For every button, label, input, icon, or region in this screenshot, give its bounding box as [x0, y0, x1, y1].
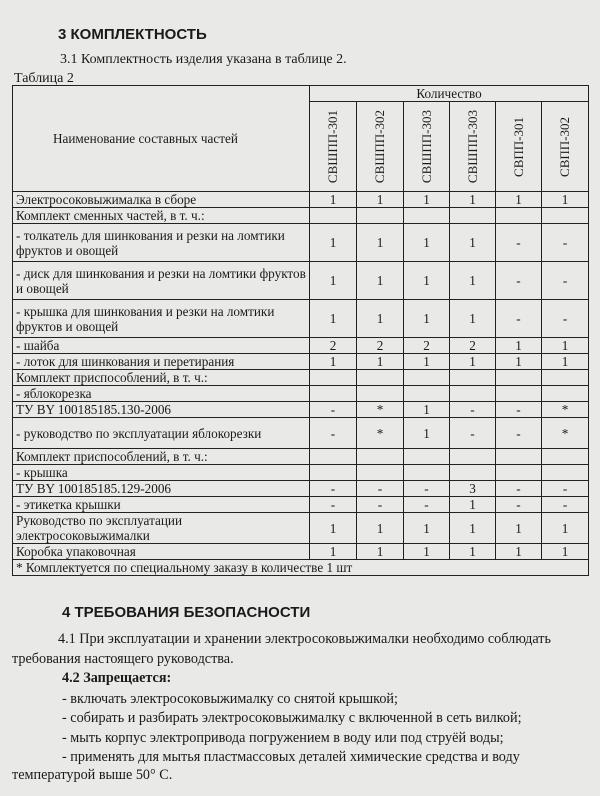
model-header-cell: [496, 102, 542, 192]
qty-cell: 1: [404, 300, 450, 338]
qty-cell: -: [542, 300, 589, 338]
qty-cell: 1: [404, 262, 450, 300]
qty-cell: [542, 370, 589, 386]
part-name-cell: - шайба: [13, 338, 310, 354]
qty-cell: 1: [404, 418, 450, 449]
qty-cell: -: [496, 224, 542, 262]
part-name-cell: Комплект приспособлений, в т. ч.:: [13, 449, 310, 465]
table-row: [13, 544, 589, 560]
table-row: [13, 418, 589, 449]
part-name-cell: - диск для шинкования и резки на ломтики фруктов и овощей: [13, 262, 310, 300]
header-qty-cell: Количество: [310, 86, 589, 102]
qty-cell: 1: [404, 544, 450, 560]
qty-cell: 1: [357, 544, 404, 560]
part-name-cell: - лоток для шинкования и перетирания: [13, 354, 310, 370]
qty-cell: -: [496, 497, 542, 513]
qty-cell: [404, 370, 450, 386]
qty-cell: 1: [310, 262, 357, 300]
section-3-1-text: 3.1 Комплектность изделия указана в таблице 2.: [60, 52, 347, 67]
qty-cell: 1: [310, 544, 357, 560]
qty-cell: -: [496, 262, 542, 300]
part-name-cell: - крышка: [13, 465, 310, 481]
qty-cell: -: [496, 418, 542, 449]
qty-cell: 1: [496, 192, 542, 208]
qty-cell: 1: [496, 544, 542, 560]
list-item: - собирать и разбирать электросоковыжималку с включенной в сеть вилкой;: [62, 710, 522, 727]
qty-cell: -: [404, 481, 450, 497]
table-row: [13, 370, 589, 386]
part-name-cell: - этикетка крышки: [13, 497, 310, 513]
qty-cell: -: [404, 497, 450, 513]
paragraph-4-1: 4.1 При эксплуатации и хранении электросоковыжималки необходимо соблюдать требования настоящего руководства.: [12, 631, 551, 667]
qty-cell: 2: [404, 338, 450, 354]
model-label: СВШПП-301: [325, 109, 340, 184]
qty-cell: [450, 465, 496, 481]
section-4-title: 4 ТРЕБОВАНИЯ БЕЗОПАСНОСТИ: [62, 604, 311, 621]
qty-cell: 1: [496, 513, 542, 544]
qty-cell: [450, 208, 496, 224]
qty-cell: [404, 449, 450, 465]
qty-cell: 1: [450, 224, 496, 262]
table-row: [13, 513, 589, 544]
table-row: [13, 386, 589, 402]
part-name-cell: - толкатель для шинкования и резки на ломтики фруктов и овощей: [13, 224, 310, 262]
qty-cell: [310, 386, 357, 402]
qty-cell: -: [542, 224, 589, 262]
qty-cell: [357, 386, 404, 402]
paragraph-4-2-title: 4.2 Запрещается:: [62, 670, 172, 686]
table-row: [13, 224, 589, 262]
qty-cell: 1: [450, 300, 496, 338]
list-item: - включать электросоковыжималку со снятой крышкой;: [62, 691, 398, 707]
qty-cell: -: [542, 481, 589, 497]
qty-cell: [496, 370, 542, 386]
qty-cell: 2: [310, 338, 357, 354]
qty-cell: [496, 449, 542, 465]
qty-cell: *: [357, 418, 404, 449]
qty-cell: *: [542, 402, 589, 418]
qty-cell: -: [310, 497, 357, 513]
qty-cell: 1: [542, 354, 589, 370]
model-label: СВШПП-303: [418, 109, 434, 184]
part-name-cell: Коробка упаковочная: [13, 544, 310, 560]
prohibitions-list: [62, 690, 588, 768]
qty-cell: 1: [450, 513, 496, 544]
qty-cell: 1: [496, 354, 542, 370]
qty-cell: 1: [542, 513, 589, 544]
qty-cell: -: [496, 300, 542, 338]
qty-cell: -: [310, 481, 357, 497]
qty-cell: [404, 465, 450, 481]
qty-cell: *: [542, 418, 589, 449]
qty-cell: [450, 370, 496, 386]
model-label: СВШПП-302: [372, 109, 387, 184]
model-header-cell: [310, 102, 357, 192]
paragraph-continuation: температурой выше 50° С.: [12, 767, 173, 783]
qty-cell: 1: [310, 354, 357, 370]
qty-cell: [450, 449, 496, 465]
table-row: [13, 449, 589, 465]
qty-cell: [357, 465, 404, 481]
qty-cell: -: [450, 418, 496, 449]
list-item: - мыть корпус электропривода погружением в воду или под струёй воды;: [62, 729, 504, 746]
qty-cell: [357, 370, 404, 386]
model-label: СВШПП-303: [464, 109, 480, 184]
table-row: [13, 354, 589, 370]
qty-cell: [310, 449, 357, 465]
part-name-cell: - яблокорезка: [13, 386, 310, 402]
qty-cell: 2: [450, 338, 496, 354]
qty-cell: 1: [496, 338, 542, 354]
qty-cell: 1: [450, 262, 496, 300]
qty-cell: -: [496, 481, 542, 497]
qty-cell: [496, 208, 542, 224]
qty-cell: [357, 449, 404, 465]
part-name-cell: - крышка для шинкования и резки на ломтики фруктов и овощей: [13, 300, 310, 338]
part-name-cell: Комплект сменных частей, в т. ч.:: [13, 208, 310, 224]
qty-cell: [404, 386, 450, 402]
qty-cell: 1: [310, 300, 357, 338]
qty-cell: 1: [404, 513, 450, 544]
qty-cell: -: [357, 497, 404, 513]
qty-cell: 1: [542, 338, 589, 354]
qty-cell: [357, 208, 404, 224]
qty-cell: 1: [404, 354, 450, 370]
qty-cell: 1: [310, 224, 357, 262]
qty-cell: 1: [357, 513, 404, 544]
list-item: - применять для мытья пластмассовых деталей химические средства и воду: [62, 749, 520, 766]
qty-cell: 3: [450, 481, 496, 497]
qty-cell: 1: [357, 192, 404, 208]
part-name-cell: ТУ BY 100185185.129-2006: [13, 481, 310, 497]
qty-cell: -: [357, 481, 404, 497]
qty-cell: [310, 208, 357, 224]
completeness-table: [12, 85, 589, 576]
qty-cell: [542, 449, 589, 465]
qty-cell: 2: [357, 338, 404, 354]
table-row: [13, 208, 589, 224]
part-name-cell: - руководство по эксплуатации яблокорезки: [13, 418, 310, 449]
qty-cell: [542, 465, 589, 481]
model-label: СВПП-302: [557, 116, 573, 177]
table-row: [13, 481, 589, 497]
table-footnote: * Комплектуется по специальному заказу в количестве 1 шт: [13, 560, 589, 576]
qty-cell: 1: [542, 192, 589, 208]
qty-cell: 1: [404, 192, 450, 208]
table-caption: Таблица 2: [14, 71, 74, 86]
qty-cell: 1: [357, 300, 404, 338]
qty-cell: 1: [450, 354, 496, 370]
model-header-cell: [357, 102, 404, 192]
part-name-cell: ТУ BY 100185185.130-2006: [13, 402, 310, 418]
table-row: [13, 262, 589, 300]
model-header-cell: [450, 102, 496, 192]
qty-cell: -: [496, 402, 542, 418]
qty-cell: 1: [542, 544, 589, 560]
qty-cell: [310, 465, 357, 481]
qty-cell: 1: [357, 354, 404, 370]
qty-cell: 1: [310, 192, 357, 208]
table-row: [13, 497, 589, 513]
qty-cell: 1: [404, 224, 450, 262]
table-row: [13, 402, 589, 418]
table-row: [13, 465, 589, 481]
qty-cell: 1: [310, 513, 357, 544]
part-name-cell: Электросоковыжималка в сборе: [13, 192, 310, 208]
qty-cell: -: [542, 262, 589, 300]
qty-cell: 1: [450, 497, 496, 513]
table-row: [13, 192, 589, 208]
qty-cell: -: [310, 402, 357, 418]
qty-cell: [496, 386, 542, 402]
qty-cell: [310, 370, 357, 386]
qty-cell: -: [310, 418, 357, 449]
table-row: [13, 338, 589, 354]
qty-cell: [542, 208, 589, 224]
qty-cell: [542, 386, 589, 402]
qty-cell: [450, 386, 496, 402]
qty-cell: [496, 465, 542, 481]
qty-cell: -: [542, 497, 589, 513]
table-row: [13, 300, 589, 338]
qty-cell: 1: [450, 192, 496, 208]
qty-cell: 1: [357, 224, 404, 262]
model-header-cell: [404, 102, 450, 192]
qty-cell: -: [450, 402, 496, 418]
qty-cell: 1: [404, 402, 450, 418]
qty-cell: 1: [357, 262, 404, 300]
qty-cell: *: [357, 402, 404, 418]
header-name-cell: Наименование составных частей: [13, 86, 310, 192]
qty-cell: 1: [450, 544, 496, 560]
qty-cell: [404, 208, 450, 224]
section-3-title: 3 КОМПЛЕКТНОСТЬ: [58, 26, 207, 43]
model-label: СВПП-301: [510, 116, 526, 177]
part-name-cell: Руководство по эксплуатации электросоковыжималки: [13, 513, 310, 544]
part-name-cell: Комплект приспособлений, в т. ч.:: [13, 370, 310, 386]
model-header-cell: [542, 102, 589, 192]
